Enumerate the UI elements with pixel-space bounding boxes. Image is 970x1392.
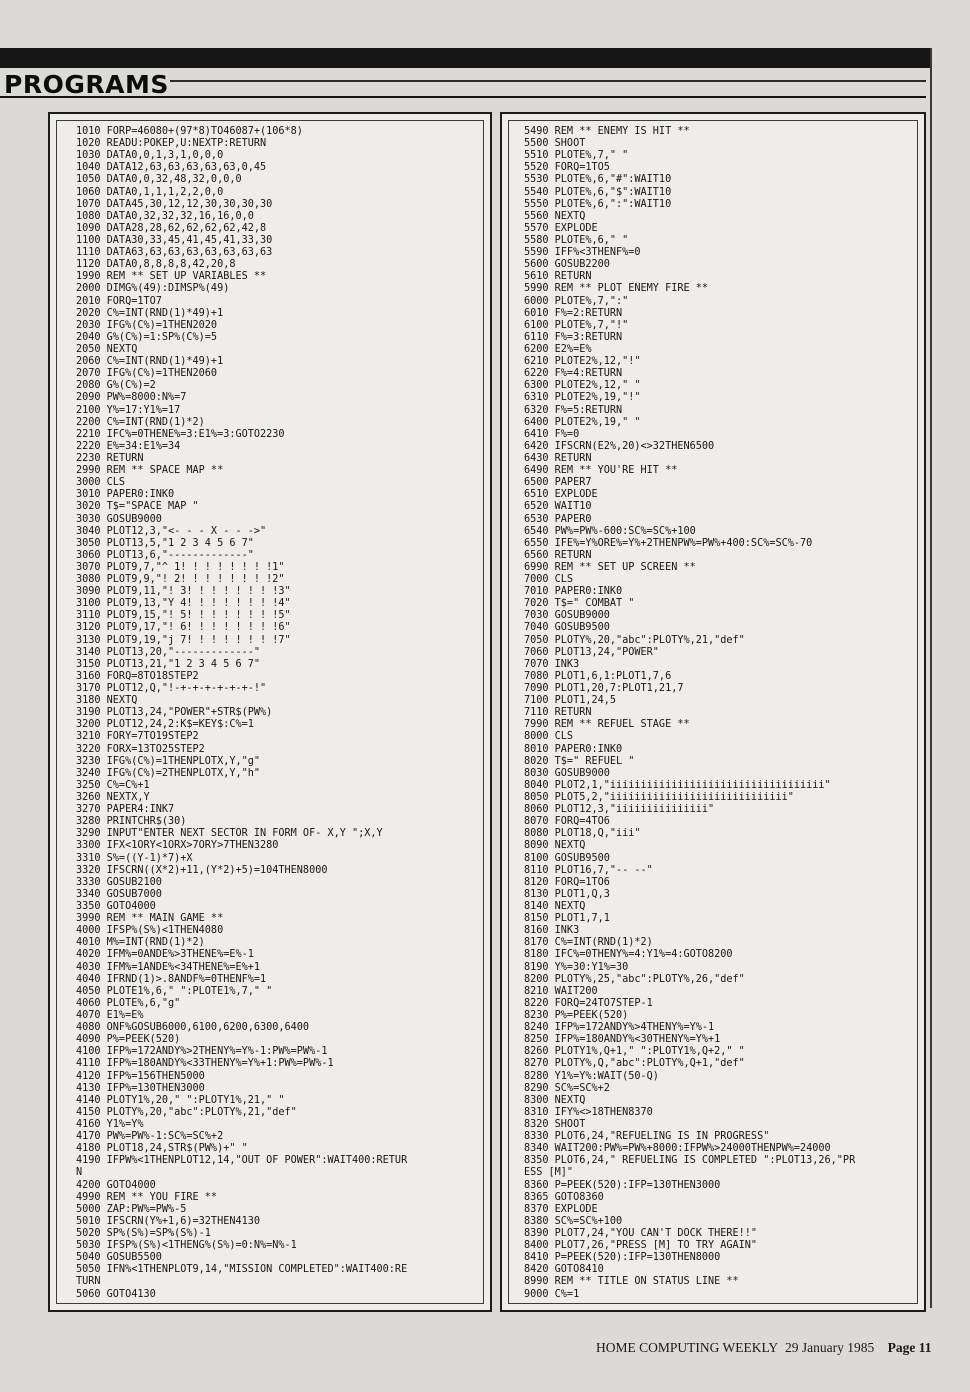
code-line: 7090 PLOT1,20,7:PLOT1,21,7 [524,683,684,695]
code-line: 8140 NEXTQ [524,901,586,912]
publication-name: HOME COMPUTING WEEKLY [596,1340,778,1355]
code-line: 7100 PLOT1,24,5 [524,695,617,707]
code-line: 3320 IFSCRN((X*2)+11,(Y*2)+5)=104THEN8000 [76,864,328,876]
code-line: 3030 GOSUB9000 [76,513,162,525]
code-line: 3190 PLOT13,24,"POWER"+STR$(PW%) [76,707,273,719]
code-line: 6100 PLOTE%,7,"!" [524,319,629,331]
code-line: 4040 IFRND(1)>.8ANDF%=0THENF%=1 [76,973,267,985]
code-line: 2220 E%=34:E1%=34 [76,440,181,452]
code-line: 3040 PLOT12,3,"<- - - X - - ->" [76,525,267,537]
code-line: 8280 Y1%=Y%:WAIT(50-Q) [524,1070,659,1082]
code-line: 5560 NEXTQ [524,210,586,222]
code-line: 2060 C%=INT(RND(1)*49)+1 [76,356,224,368]
code-line: 8340 WAIT200:PW%=PW%+8000:IFPW%>24000THENPW%=24000 [524,1143,831,1155]
code-line: 8420 GOTO8410 [524,1264,604,1276]
code-line: 2010 FORQ=1TO7 [76,295,162,307]
code-line: 8410 P=PEEK(520):IFP=130THEN8000 [524,1252,721,1264]
code-line: 8350 PLOT6,24," REFUELING IS COMPLETED ":PLOT13,26,"PR [524,1155,856,1167]
code-line: 3240 IFG%(C%)=2THENPLOTX,Y,"h" [76,767,261,779]
code-line: 6530 PAPER0 [524,513,592,525]
code-line: 1050 DATA0,0,32,48,32,0,0,0 [76,174,242,186]
code-line: 3060 PLOT13,6,"-------------" [76,549,254,561]
code-line: 6510 EXPLODE [524,489,598,501]
code-line: 8180 IFC%=0THENY%=4:Y1%=4:GOTO8200 [524,949,733,961]
code-line: 8260 PLOTY1%,Q+1," ":PLOTY1%,Q+2," " [524,1046,745,1058]
code-line: 5540 PLOTE%,6,"$":WAIT10 [524,186,672,198]
header-rule [170,80,926,82]
code-line: 1020 READU:POKEP,U:NEXTP:RETURN [76,138,267,150]
code-line: 8090 NEXTQ [524,840,586,852]
code-line: 8220 FORQ=24TO7STEP-1 [524,997,653,1009]
code-line: 2040 G%(C%)=1:SP%(C%)=5 [76,331,218,343]
code-line: 8310 IFY%<>18THEN8370 [524,1106,653,1118]
code-line: 8240 IFP%=172ANDY%>4THENY%=Y%-1 [524,1022,715,1034]
code-line: 8020 T$=" REFUEL " [524,755,635,767]
code-line: 8030 GOSUB9000 [524,767,610,779]
code-line: 8390 PLOT7,24,"YOU CAN'T DOCK THERE!!" [524,1227,758,1239]
code-line: 8290 SC%=SC%+2 [524,1082,610,1094]
code-line: 7040 GOSUB9500 [524,622,610,634]
code-line: 8060 PLOT12,3,"iiiiiiiiiiiiiii" [524,804,715,816]
code-line: 8120 FORQ=1TO6 [524,876,610,888]
code-line: 8400 PLOT7,26,"PRESS [M] TO TRY AGAIN" [524,1240,758,1252]
code-line: 1030 DATA0,0,1,3,1,0,0,0 [76,150,224,162]
code-line: 4100 IFP%=172ANDY%>2THENY%=Y%-1:PW%=PW%-1 [76,1046,328,1058]
code-listing-right [524,126,855,1301]
code-line: 3310 S%=((Y-1)*7)+X [76,852,193,864]
code-line: 8300 NEXTQ [524,1094,586,1106]
code-line: 4110 IFP%=180ANDY%<33THENY%=Y%+1:PW%=PW%-1 [76,1058,334,1070]
code-line: 3000 CLS [76,477,126,489]
code-line: 4020 IFM%=0ANDE%>3THENE%=E%-1 [76,949,254,961]
code-line: 7110 RETURN [524,707,592,719]
code-line: 3010 PAPER0:INK0 [76,489,175,501]
code-line: 3160 FORQ=8TO18STEP2 [76,670,199,682]
code-line: 6550 IFE%=Y%ORE%=Y%+2THENPW%=PW%+400:SC%=SC%-70 [524,537,813,549]
code-line: 6010 F%=2:RETURN [524,307,623,319]
code-line: 4000 IFSP%(S%)<1THEN4080 [76,925,224,937]
code-line: 8380 SC%=SC%+100 [524,1215,623,1227]
code-line: 4170 PW%=PW%-1:SC%=SC%+2 [76,1131,224,1143]
code-line: 6500 PAPER7 [524,477,592,489]
code-line: 8200 PLOTY%,25,"abc":PLOTY%,26,"def" [524,973,745,985]
code-line: 4080 ONF%GOSUB6000,6100,6200,6300,6400 [76,1022,310,1034]
code-line: 3250 C%=C%+1 [76,779,150,791]
code-line: 4090 P%=PEEK(520) [76,1034,181,1046]
code-line: 3100 PLOT9,13,"Y 4! ! ! ! ! ! ! !4" [76,598,291,610]
code-line: 6110 F%=3:RETURN [524,331,623,343]
code-line: 4190 IFPW%<1THENPLOT12,14,"OUT OF POWER":WAIT400:RETUR [76,1155,408,1167]
code-line: ESS [M]" [524,1167,574,1179]
code-line: 8160 INK3 [524,925,580,937]
code-line: 8150 PLOT1,7,1 [524,913,610,925]
code-line: 5500 SHOOT [524,138,586,150]
code-line: 2080 G%(C%)=2 [76,380,156,392]
code-line: 6400 PLOTE2%,19," " [524,416,641,428]
top-black-band [0,48,930,68]
code-line: 9000 C%=1 [524,1288,580,1300]
code-line: 6410 F%=0 [524,428,580,440]
code-line: 7990 REM ** REFUEL STAGE ** [524,719,690,731]
code-line: 5990 REM ** PLOT ENEMY FIRE ** [524,283,709,295]
code-line: 1080 DATA0,32,32,32,16,16,0,0 [76,210,254,222]
code-line: 2210 IFC%=0THENE%=3:E1%=3:GOTO2230 [76,428,285,440]
code-line: 6990 REM ** SET UP SCREEN ** [524,561,696,573]
listing-column-right [500,112,926,1312]
code-line: 8250 IFP%=180ANDY%<30THENY%=Y%+1 [524,1034,721,1046]
code-line: 1990 REM ** SET UP VARIABLES ** [76,271,267,283]
code-line: 8100 GOSUB9500 [524,852,610,864]
code-line: 8080 PLOT18,Q,"iii" [524,828,641,840]
code-line: 3170 PLOT12,Q,"!-+-+-+-+-+-+-!" [76,683,267,695]
code-line: 3140 PLOT13,20,"-------------" [76,646,261,658]
code-line: 8990 REM ** TITLE ON STATUS LINE ** [524,1276,739,1288]
code-line: 5040 GOSUB5500 [76,1252,162,1264]
code-line: 7080 PLOT1,6,1:PLOT1,7,6 [524,670,672,682]
code-line: 8210 WAIT200 [524,985,598,997]
code-line: 5520 FORQ=1TO5 [524,162,610,174]
code-line: 5060 GOTO4130 [76,1288,156,1300]
code-line: 4200 GOTO4000 [76,1179,156,1191]
code-line: 7070 INK3 [524,658,580,670]
code-line: 3200 PLOT12,24,2:K$=KEY$:C%=1 [76,719,254,731]
code-line: 3220 FORX=13TO25STEP2 [76,743,205,755]
code-line: 4130 IFP%=130THEN3000 [76,1082,205,1094]
code-line: 8190 Y%=30:Y1%=30 [524,961,629,973]
code-line: 1100 DATA30,33,45,41,45,41,33,30 [76,234,273,246]
code-line: 8330 PLOT6,24,"REFUELING IS IN PROGRESS" [524,1131,770,1143]
code-line: 2230 RETURN [76,452,144,464]
code-line: 8050 PLOT5,2,"iiiiiiiiiiiiiiiiiiiiiiiiiiiii" [524,792,794,804]
page-footer [596,1340,932,1356]
code-line: 8320 SHOOT [524,1118,586,1130]
listing-column-left [48,112,492,1312]
code-line: 8010 PAPER0:INK0 [524,743,623,755]
code-line: 3230 IFG%(C%)=1THENPLOTX,Y,"g" [76,755,261,767]
code-line: 2070 IFG%(C%)=1THEN2060 [76,368,218,380]
code-line: 6430 RETURN [524,452,592,464]
code-line: 6540 PW%=PW%-600:SC%=SC%+100 [524,525,696,537]
code-line: 3150 PLOT13,21,"1 2 3 4 5 6 7" [76,658,261,670]
code-line: 3280 PRINTCHR$(30) [76,816,187,828]
section-title: PROGRAMS [4,70,169,99]
code-line: 3330 GOSUB2100 [76,876,162,888]
code-line: 6320 F%=5:RETURN [524,404,623,416]
code-line: 3210 FORY=7TO19STEP2 [76,731,199,743]
code-line: 3270 PAPER4:INK7 [76,804,175,816]
code-line: 8270 PLOTY%,Q,"abc":PLOTY%,Q+1,"def" [524,1058,745,1070]
code-line: 4120 IFP%=156THEN5000 [76,1070,205,1082]
code-line: 6220 F%=4:RETURN [524,368,623,380]
code-line: 6520 WAIT10 [524,501,592,513]
code-line: 1090 DATA28,28,62,62,62,62,42,8 [76,222,267,234]
code-line: 7030 GOSUB9000 [524,610,610,622]
code-line: 6300 PLOTE2%,12," " [524,380,641,392]
page-edge-rule [930,48,932,1308]
code-line: 7060 PLOT13,24,"POWER" [524,646,659,658]
code-line: 4070 E1%=E% [76,1009,144,1021]
code-line: 3340 GOSUB7000 [76,888,162,900]
code-line: 4030 IFM%=1ANDE%<34THENE%=E%+1 [76,961,261,973]
code-line: 1060 DATA0,1,1,1,2,2,0,0 [76,186,224,198]
code-line: 1040 DATA12,63,63,63,63,63,0,45 [76,162,267,174]
code-line: 5600 GOSUB2200 [524,259,610,271]
code-line: N [76,1167,83,1179]
code-line: 3130 PLOT9,19,"j 7! ! ! ! ! ! ! !7" [76,634,291,646]
code-line: 5610 RETURN [524,271,592,283]
code-line: 7050 PLOTY%,20,"abc":PLOTY%,21,"def" [524,634,745,646]
code-line: 1010 FORP=46080+(97*8)TO46087+(106*8) [76,126,303,137]
code-line: 4180 PLOT18,24,STR$(PW%)+" " [76,1143,248,1155]
code-line: 5530 PLOTE%,6,"#":WAIT10 [524,174,672,186]
code-line: 6560 RETURN [524,549,592,561]
code-line: 3080 PLOT9,9,"! 2! ! ! ! ! ! ! !2" [76,574,285,586]
code-line: 3990 REM ** MAIN GAME ** [76,913,224,925]
code-line: 5580 PLOTE%,6," " [524,234,629,246]
code-line: 3260 NEXTX,Y [76,792,150,804]
code-line: 8365 GOTO8360 [524,1191,604,1203]
code-line: 3020 T$="SPACE MAP " [76,501,199,513]
code-line: 4990 REM ** YOU FIRE ** [76,1191,218,1203]
code-line: 5010 IFSCRN(Y%+1,6)=32THEN4130 [76,1215,261,1227]
code-line: 1120 DATA0,8,8,8,8,42,20,8 [76,259,236,271]
code-line: 8000 CLS [524,731,574,743]
code-line: 4140 PLOTY1%,20," ":PLOTY1%,21," " [76,1094,285,1106]
code-line: 4150 PLOTY%,20,"abc":PLOTY%,21,"def" [76,1106,297,1118]
code-line: 2090 PW%=8000:N%=7 [76,392,187,404]
code-line: 3180 NEXTQ [76,695,138,707]
code-line: 3120 PLOT9,17,"! 6! ! ! ! ! ! ! !6" [76,622,291,634]
code-line: 3110 PLOT9,15,"! 5! ! ! ! ! ! ! !5" [76,610,291,622]
code-line: 2030 IFG%(C%)=1THEN2020 [76,319,218,331]
code-line: 3300 IFX<1ORY<1ORX>7ORY>7THEN3280 [76,840,279,852]
code-line: 8360 P=PEEK(520):IFP=130THEN3000 [524,1179,721,1191]
issue-date: 29 January 1985 [785,1340,875,1355]
code-line: 8110 PLOT16,7,"-- --" [524,864,653,876]
code-line: 2100 Y%=17:Y1%=17 [76,404,181,416]
code-line: 5000 ZAP:PW%=PW%-5 [76,1203,187,1215]
code-line: 7020 T$=" COMBAT " [524,598,635,610]
code-line: 5570 EXPLODE [524,222,598,234]
code-line: 7010 PAPER0:INK0 [524,586,623,598]
code-line: 5020 SP%(S%)=SP%(S%)-1 [76,1227,211,1239]
code-line: 7000 CLS [524,574,574,586]
code-line: 6490 REM ** YOU'RE HIT ** [524,465,678,477]
code-line: 8230 P%=PEEK(520) [524,1009,629,1021]
code-line: 5030 IFSP%(S%)<1THENG%(S%)=0:N%=N%-1 [76,1240,297,1252]
page-number: Page 11 [887,1340,932,1355]
code-line: 1110 DATA63,63,63,63,63,63,63,63 [76,247,273,259]
code-line: 8370 EXPLODE [524,1203,598,1215]
code-line: 8130 PLOT1,Q,3 [524,888,610,900]
code-line: 5050 IFN%<1THENPLOT9,14,"MISSION COMPLETED":WAIT400:RE [76,1264,408,1276]
code-line: 5510 PLOTE%,7," " [524,150,629,162]
code-line: TURN [76,1276,101,1288]
code-line: 3070 PLOT9,7,"^ 1! ! ! ! ! ! ! !1" [76,561,285,573]
code-line: 5550 PLOTE%,6,":":WAIT10 [524,198,672,210]
code-line: 5590 IFF%<3THENF%=0 [524,247,641,259]
code-line: 8070 FORQ=4TO6 [524,816,610,828]
code-line: 8040 PLOT2,1,"iiiiiiiiiiiiiiiiiiiiiiiiiiiiiiiiiii" [524,779,831,791]
code-line: 8170 C%=INT(RND(1)*2) [524,937,653,949]
code-line: 4010 M%=INT(RND(1)*2) [76,937,205,949]
code-line: 2000 DIMG%(49):DIMSP%(49) [76,283,230,295]
code-line: 3290 INPUT"ENTER NEXT SECTOR IN FORM OF- X,Y ";X,Y [76,828,383,840]
code-line: 2200 C%=INT(RND(1)*2) [76,416,205,428]
code-line: 1070 DATA45,30,12,12,30,30,30,30 [76,198,273,210]
code-listing-left [76,126,407,1301]
code-line: 6200 E2%=E% [524,343,592,355]
code-line: 4050 PLOTE1%,6," ":PLOTE1%,7," " [76,985,273,997]
code-line: 3350 GOTO4000 [76,901,156,912]
code-line: 6000 PLOTE%,7,":" [524,295,629,307]
code-line: 6210 PLOTE2%,12,"!" [524,356,641,368]
code-line: 2990 REM ** SPACE MAP ** [76,465,224,477]
code-line: 6420 IFSCRN(E2%,20)<>32THEN6500 [524,440,715,452]
code-line: 6310 PLOTE2%,19,"!" [524,392,641,404]
code-line: 4160 Y1%=Y% [76,1118,144,1130]
code-line: 2020 C%=INT(RND(1)*49)+1 [76,307,224,319]
code-line: 4060 PLOTE%,6,"g" [76,997,181,1009]
code-line: 5490 REM ** ENEMY IS HIT ** [524,126,690,137]
code-line: 2050 NEXTQ [76,343,138,355]
code-line: 3050 PLOT13,5,"1 2 3 4 5 6 7" [76,537,254,549]
code-line: 3090 PLOT9,11,"! 3! ! ! ! ! ! ! !3" [76,586,291,598]
